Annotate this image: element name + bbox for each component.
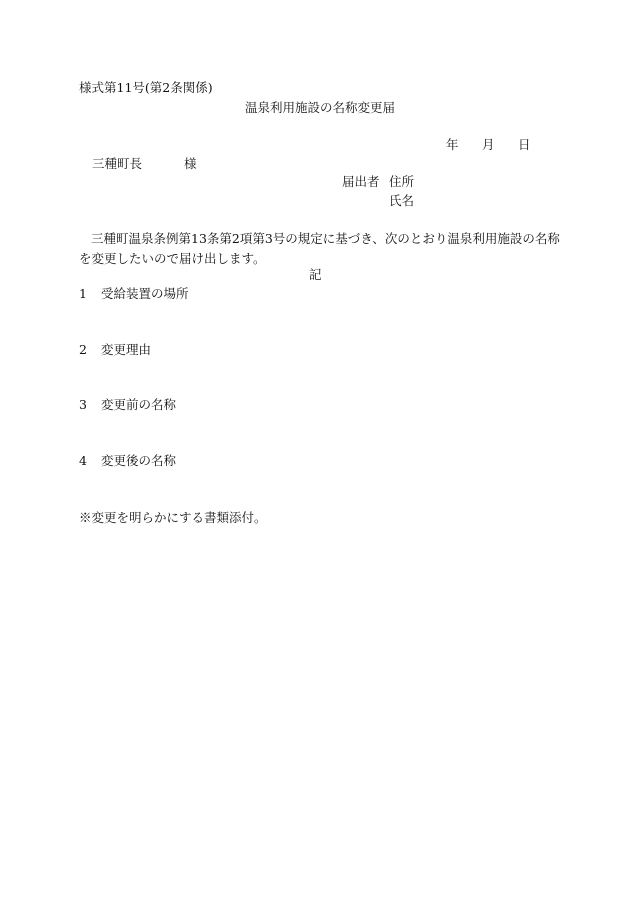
date-day-label: 日 <box>518 137 531 152</box>
date-month-label: 月 <box>482 137 495 152</box>
ki-heading: 記 <box>309 267 322 282</box>
item-number: 2 <box>79 342 87 357</box>
item-number: 1 <box>79 286 87 301</box>
item-label: 変更後の名称 <box>100 453 176 468</box>
item-2 <box>79 344 151 357</box>
attachment-note: ※変更を明らかにする書類添付。 <box>79 510 267 525</box>
document-title: 温泉利用施設の名称変更届 <box>245 100 396 115</box>
date-year-label: 年 <box>446 137 459 152</box>
applicant-label: 届出者 <box>342 174 380 189</box>
item-4 <box>79 455 176 468</box>
applicant-address-label: 住所 <box>389 174 415 189</box>
item-number: 4 <box>79 453 87 468</box>
item-label: 変更前の名称 <box>100 397 176 412</box>
item-number: 3 <box>79 397 87 412</box>
item-3 <box>79 399 176 412</box>
item-label: 変更理由 <box>100 342 151 357</box>
item-1 <box>79 288 188 301</box>
applicant-name-label: 氏名 <box>389 193 415 208</box>
form-number: 様式第11号(第2条関係) <box>79 80 213 95</box>
addressee-honorific: 様 <box>184 156 197 171</box>
item-label: 受給装置の場所 <box>100 286 189 301</box>
addressee-name: 三種町長 <box>92 156 143 171</box>
body-paragraph: 三種町温泉条例第13条第2項第3号の規定に基づき、次のとおり温泉利用施設の名称を変更したいので届け出します。 <box>79 231 560 266</box>
